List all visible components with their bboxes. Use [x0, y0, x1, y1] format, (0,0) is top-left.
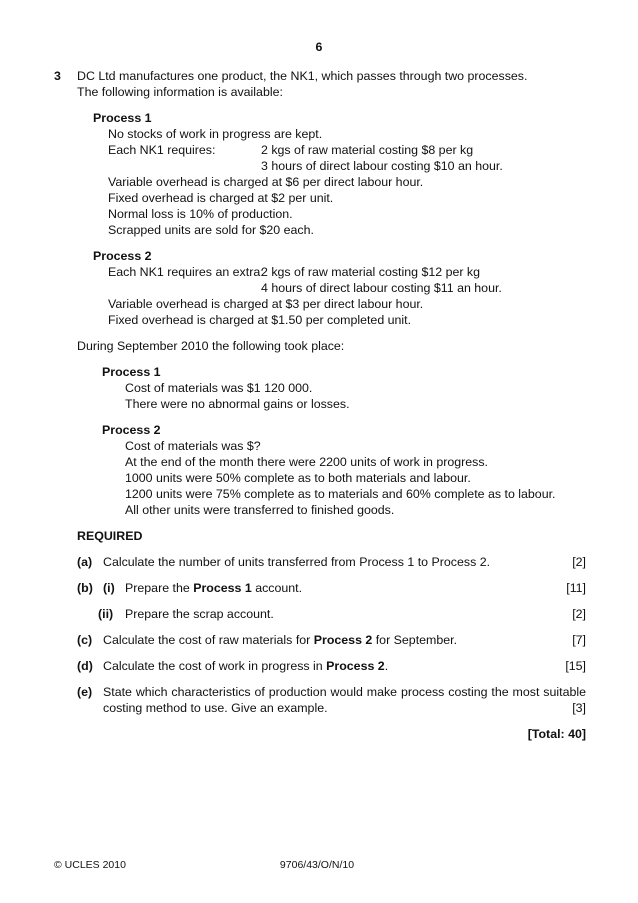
part-b-i-text [125, 581, 302, 596]
part-c-marks: [7] [572, 633, 586, 647]
part-c-text-pre: Calculate the cost of raw materials for [103, 633, 314, 647]
sept-process2-line: At the end of the month there were 2200 units of work in progress. [125, 455, 488, 469]
process1-line: Fixed overhead is charged at $2 per unit. [108, 191, 334, 205]
process1-line: Each NK1 requires: [108, 143, 216, 157]
part-a-text: Calculate the number of units transferred from Process 1 to Process 2. [103, 555, 491, 569]
sept-process1-line: There were no abnormal gains or losses. [125, 397, 350, 411]
process1-heading: Process 1 [93, 111, 152, 125]
process2-line: Each NK1 requires an extra: [108, 265, 264, 279]
process2-line: Variable overhead is charged at $3 per direct labour hour. [108, 297, 424, 311]
process1-line: No stocks of work in progress are kept. [108, 127, 323, 141]
part-b-ii-label: (ii) [98, 607, 114, 621]
part-b-label: (b) [77, 581, 93, 595]
part-d-marks: [15] [565, 659, 586, 673]
part-e-marks: [3] [572, 701, 586, 715]
required-heading: REQUIRED [77, 529, 143, 543]
part-b-ii-text: Prepare the scrap account. [125, 607, 274, 621]
question-number: 3 [54, 69, 61, 83]
part-d-label: (d) [77, 659, 93, 673]
part-d-text-pre: Calculate the cost of work in progress in [103, 659, 327, 673]
part-b-i-text-post: account. [251, 581, 303, 595]
part-c-text-bold: Process 2 [313, 633, 373, 647]
footer-paper-code: 9706/43/O/N/10 [279, 859, 355, 871]
process1-line: Scrapped units are sold for $20 each. [108, 223, 314, 237]
process2-heading: Process 2 [93, 249, 152, 263]
part-c-text-post: for September. [372, 633, 458, 647]
part-e-line-2: costing method to use. Give an example. [103, 701, 328, 715]
sept-process2-heading: Process 2 [102, 423, 161, 437]
part-b-i-text-bold: Process 1 [193, 581, 252, 595]
process1-line: Normal loss is 10% of production. [108, 207, 293, 221]
part-b-i-marks: [11] [566, 581, 586, 595]
part-b-i-text-pre: Prepare the [125, 581, 194, 595]
process1-line: Variable overhead is charged at $6 per direct labour hour. [108, 175, 424, 189]
part-d-text-bold: Process 2 [326, 659, 385, 673]
sept-process1-line: Cost of materials was $1 120 000. [125, 381, 313, 395]
part-b-ii-marks: [2] [572, 607, 586, 621]
process1-line: 3 hours of direct labour costing $10 an hour. [261, 159, 503, 173]
process1-line: 2 kgs of raw material costing $8 per kg [261, 143, 474, 157]
part-c-label: (c) [77, 633, 93, 647]
part-e-label: (e) [77, 685, 93, 699]
total-marks: [Total: 40] [527, 727, 586, 741]
part-d-text-post: . [384, 659, 389, 673]
sept-process2-line: 1000 units were 50% complete as to both materials and labour. [125, 471, 471, 485]
part-a-label: (a) [77, 555, 93, 569]
september-intro: During September 2010 the following took place: [77, 339, 345, 353]
footer-copyright: © UCLES 2010 [54, 859, 126, 871]
part-c-text [103, 633, 457, 648]
process2-line: Fixed overhead is charged at $1.50 per completed unit. [108, 313, 412, 327]
intro-line-1: DC Ltd manufactures one product, the NK1, which passes through two processes. [77, 69, 528, 83]
sept-process2-line: All other units were transferred to finished goods. [125, 503, 395, 517]
part-e-line-1: State which characteristics of production would make process costing the most suitable [103, 685, 586, 699]
sept-process2-line: Cost of materials was $? [125, 439, 261, 453]
page-number: 6 [315, 40, 323, 54]
part-d-text [103, 659, 388, 674]
intro-line-2: The following information is available: [77, 85, 283, 99]
part-a-marks: [2] [572, 555, 586, 569]
sept-process1-heading: Process 1 [102, 365, 161, 379]
sept-process2-line: 1200 units were 75% complete as to materials and 60% complete as to labour. [125, 487, 556, 501]
process2-line: 4 hours of direct labour costing $11 an hour. [261, 281, 502, 295]
process2-line: 2 kgs of raw material costing $12 per kg [261, 265, 481, 279]
part-b-i-label: (i) [103, 581, 115, 595]
